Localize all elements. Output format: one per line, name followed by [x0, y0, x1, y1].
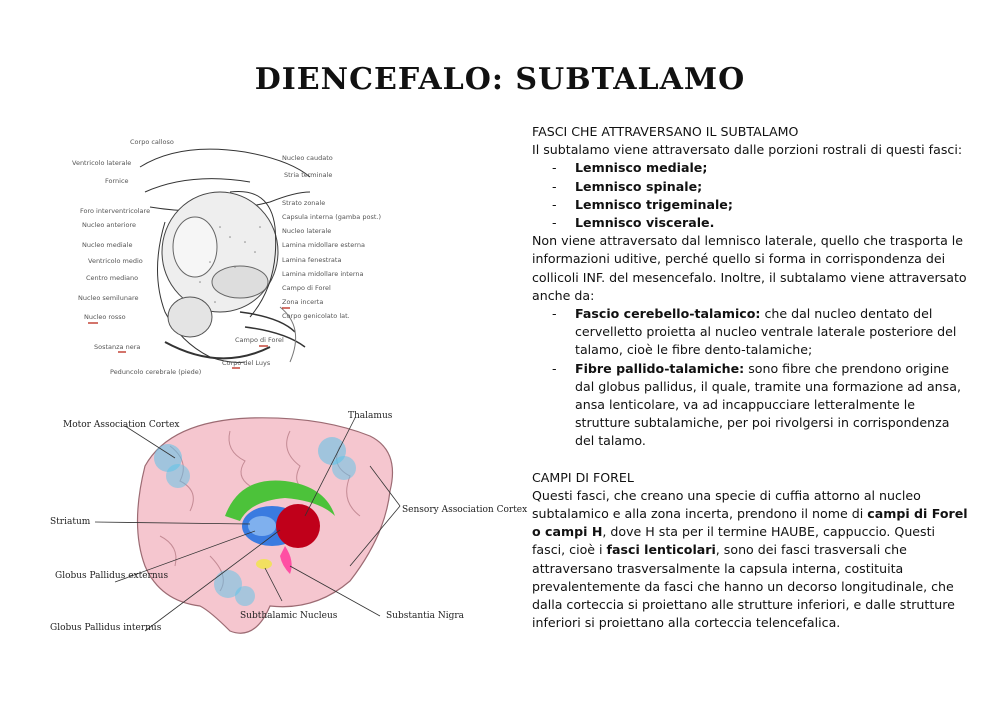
label-substantia-nigra: Substantia Nigra — [386, 611, 465, 621]
list-item: - Lemnisco viscerale. — [532, 214, 972, 232]
label-campo-di-forel-2: Campo di Forel — [235, 336, 284, 344]
label-strato-zonale: Strato zonale — [282, 199, 326, 207]
label-thalamus: Thalamus — [348, 411, 393, 421]
section-heading-forel: CAMPI DI FOREL — [532, 469, 634, 485]
label-nucleo-anteriore: Nucleo anteriore — [82, 221, 137, 229]
label-nucleo-mediale: Nucleo mediale — [82, 241, 133, 249]
label-fornice: Fornice — [105, 177, 129, 185]
list-item: - Lemnisco mediale; — [532, 159, 972, 177]
page-title: DIENCEFALO: SUBTALAMO — [254, 62, 746, 97]
label-subthalamic-nucleus: Subthalamic Nucleus — [240, 611, 338, 621]
label-centro-mediano: Centro mediano — [86, 274, 139, 282]
section1-intro: Il subtalamo viene attraversato dalle porzioni rostrali di questi fasci: — [532, 142, 963, 158]
label-nucleo-semilunare: Nucleo semilunare — [78, 294, 139, 302]
thalamus-section-diagram — [70, 132, 400, 384]
label-peduncolo-cerebrale: Peduncolo cerebrale (piede) — [110, 368, 202, 376]
label-lamina-midollare-esterna: Lamina midollare esterna — [282, 241, 365, 249]
label-globus-pallidus-internus: Globus Pallidus internus — [50, 623, 162, 633]
label-corpo-del-luys: Corpo del Luys — [222, 359, 271, 367]
label-corpo-calloso: Corpo calloso — [130, 138, 174, 146]
label-ventricolo-laterale: Ventricolo laterale — [72, 159, 132, 167]
label-nucleo-rosso: Nucleo rosso — [84, 313, 126, 321]
list-item: - Fascio cerebello-talamico: che dal nucleo dentato del cervelletto proietta al nucleo ventrale laterale posteriore del talamo, cioè le fibre dento-talamiche; — [532, 305, 972, 360]
label-lamina-fenestrata: Lamina fenestrata — [282, 256, 342, 264]
label-motor-association-cortex: Motor Association Cortex — [63, 420, 180, 430]
label-lamina-midollare-interna: Lamina midollare interna — [282, 270, 364, 278]
label-ventricolo-medio: Ventricolo medio — [88, 257, 143, 265]
label-zona-incerta: Zona incerta — [282, 298, 324, 306]
label-nucleo-laterale: Nucleo laterale — [282, 227, 332, 235]
label-striatum: Striatum — [50, 517, 91, 527]
label-foro-interventricolare: Foro interventricolare — [80, 207, 151, 215]
label-campo-di-forel: Campo di Forel — [282, 284, 331, 292]
lemnisci-list — [532, 159, 972, 232]
basal-ganglia-brain-diagram — [50, 406, 528, 644]
label-corpo-genicolato: Corpo genicolato lat. — [282, 312, 350, 320]
section2-paragraph: Questi fasci, che creano una specie di cuffia attorno al nucleo subtalamico e alla zona incerta, prendono il nome di campi di Forel o campi H, dove H sta per il termine HAUBE, cappuccio. Questi fasci, cioè i fasci lenticolari, sono dei fasci trasversali che attraversano trasversalmente la capsula interna, costituita prevalentemente da fasci che hanno un decorso longitudinale, che dalla corteccia si proiettano alle strutture inferiori, e dalle strutture inferiori si proiettano alla corteccia telencefalica. — [532, 487, 968, 631]
section-heading-fasci: FASCI CHE ATTRAVERSANO IL SUBTALAMO — [532, 124, 799, 139]
label-capsula-interna: Capsula interna (gamba post.) — [282, 213, 382, 221]
label-sensory-association-cortex: Sensory Association Cortex — [402, 505, 528, 515]
label-globus-pallidus-externus: Globus Pallidus externus — [55, 571, 169, 581]
section1-paragraph: Non viene attraversato dal lemnisco laterale, quello che trasporta le informazioni uditive, perché quello si forma in corrispondenza dei collicoli INF. del mesencefalo. Inoltre, il subtalamo viene attraversato anche da: — [532, 233, 967, 303]
fasci-list — [532, 305, 972, 451]
text-column — [532, 123, 972, 632]
label-nucleo-caudato: Nucleo caudato — [282, 154, 333, 162]
list-item: - Fibre pallido-talamiche: sono fibre che prendono origine dal globus pallidus, il quale, tramite una formazione ad ansa, ansa lenticolare, va ad incappucciare letteralmente le strutture subtalamiche, per poi rivolgersi in corrispondenza del talamo. — [532, 360, 972, 451]
list-item: - Lemnisco trigeminale; — [532, 196, 972, 214]
label-sostanza-nera: Sostanza nera — [94, 343, 141, 351]
list-item: - Lemnisco spinale; — [532, 178, 972, 196]
label-stria-terminale: Stria terminale — [284, 171, 333, 179]
